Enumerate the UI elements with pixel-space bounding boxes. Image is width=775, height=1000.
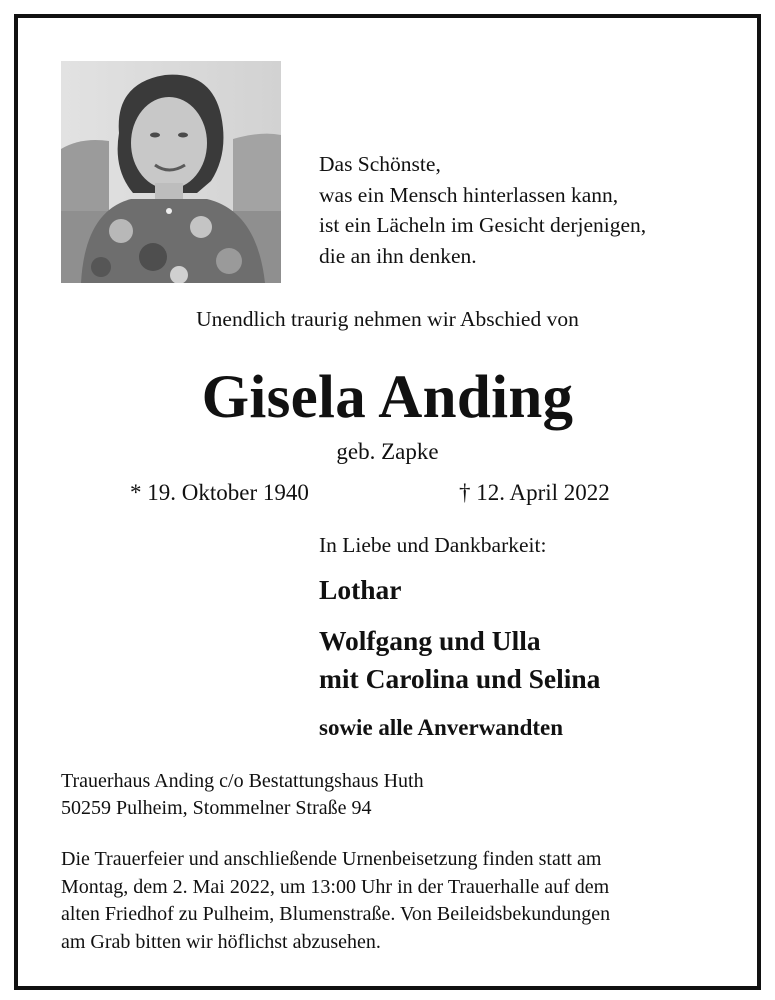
portrait-photo	[61, 61, 281, 283]
memorial-verse	[319, 149, 646, 271]
address-line: 50259 Pulheim, Stommelner Straße 94	[61, 797, 372, 819]
notice-line: Montag, dem 2. Mai 2022, um 13:00 Uhr in der Trauerhalle auf dem	[61, 875, 610, 898]
mourner-name: Wolfgang und Ulla	[319, 625, 541, 656]
deceased-name: Gisela Anding	[201, 364, 574, 431]
verse-line: was ein Mensch hinterlassen kann,	[319, 182, 619, 207]
verse-line: ist ein Lächeln im Gesicht derjenigen,	[319, 213, 647, 237]
address-line: Trauerhaus Anding c/o Bestattungshaus Huth	[61, 770, 424, 792]
death-date: † 12. April 2022	[459, 480, 610, 505]
notice-line: alten Friedhof zu Pulheim, Blumenstraße. Von Beileidsbekundungen	[61, 903, 611, 926]
notice-line: Die Trauerfeier und anschließende Urnenbeisetzung finden statt am	[61, 848, 602, 870]
notice-line: am Grab bitten wir höflichst abzusehen.	[61, 930, 381, 953]
other-relatives: sowie alle Anverwandten	[319, 715, 564, 740]
mourner-name: mit Carolina und Selina	[319, 663, 601, 694]
verse-line: die an ihn denken.	[319, 243, 477, 268]
mourner-name: Lothar	[319, 574, 402, 605]
birth-date: * 19. Oktober 1940	[130, 480, 309, 505]
birth-name: geb. Zapke	[336, 439, 439, 464]
farewell-intro: Unendlich traurig nehmen wir Abschied von	[196, 307, 579, 331]
mourners-intro: In Liebe und Dankbarkeit:	[319, 533, 547, 557]
funeral-notice	[61, 846, 610, 956]
obituary-frame	[14, 14, 761, 990]
mourning-house-address	[61, 768, 424, 822]
verse-line: Das Schönste,	[319, 152, 441, 176]
